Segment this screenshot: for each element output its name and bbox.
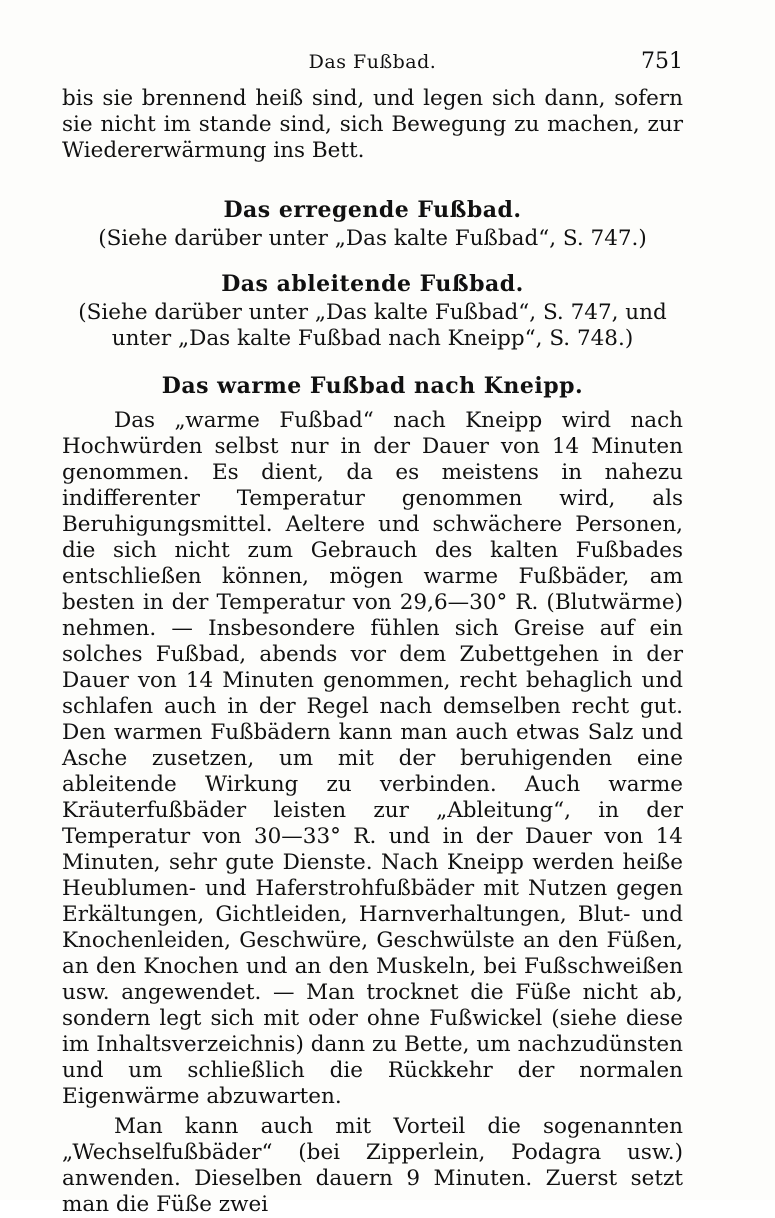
heading-ableitende-fussbad: Das ableitende Fußbad. <box>221 271 524 297</box>
reference-ableitende-line1: (Siehe darüber unter „Das kalte Fußbad“, S. 747, und <box>78 300 667 325</box>
running-title: Das Fußbad. <box>308 51 437 73</box>
heading-warme-fussbad-kneipp: Das warme Fußbad nach Kneipp. <box>161 373 584 399</box>
reference-erregende-fussbad: (Siehe darüber unter „Das kalte Fußbad“, S. 747.) <box>98 226 647 251</box>
intro-paragraph: bis sie brennend heiß sind, und legen sich dann, sofern sie nicht im stande sind, sich Bewegung zu machen, zur Wiedererwärmung ins Bett. <box>62 86 683 163</box>
page-number: 751 <box>641 49 683 74</box>
reference-ableitende-line2: unter „Das kalte Fußbad nach Kneipp“, S. 748.) <box>111 326 634 351</box>
paragraph-warme-fussbad: Das „warme Fußbad“ nach Kneipp wird nach Hochwürden selbst nur in der Dauer von 14 Minuten genommen. Es dient, da es meistens in nahezu indifferenter Temperatur genommen wird, als Beruhigungsmittel. Aeltere und schwächere Personen, die sich nicht zum Gebrauch des kalten Fußbades entschließen können, mögen warme Fußbäder, am besten in der Temperatur von 29,6—30° R. (Blutwärme) nehmen. — Insbesondere fühlen sich Greise auf ein solches Fußbad, abends vor dem Zubettgehen in der Dauer von 14 Minuten genommen, recht behaglich und schlafen auch in der Regel nach demselben recht gut. Den warmen Fußbädern kann man auch etwas Salz und Asche zusetzen, um mit der beruhigenden eine ableitende Wirkung zu verbinden. Auch warme Kräuterfußbäder leisten zur „Ableitung“, in der Temperatur von 30—33° R. und in der Dauer von 14 Minuten, sehr gute Dienste. Nach Kneipp werden heiße Heublumen- und Haferstrohfußbäder mit Nutzen gegen Erkältungen, Gichtleiden, Harnverhaltungen, Blut- und Knochenleiden, Geschwüre, Geschwülste an den Füßen, an den Knochen und an den Muskeln, bei Fußschweißen usw. angewendet. — Man trocknet die Füße nicht ab, sondern legt sich mit oder ohne Fußwickel (siehe diese im Inhaltsverzeichnis) dann zu Bette, um nachzudünsten und um schließlich die Rückkehr der normalen Eigenwärme abzuwarten. <box>62 408 683 1109</box>
heading-erregende-fussbad: Das erregende Fußbad. <box>223 197 522 223</box>
body-text <box>62 86 683 1218</box>
paragraph-wechselfussbaeder: Man kann auch mit Vorteil die sogenannten „Wechselfußbäder“ (bei Zipperlein, Podagra usw.) anwenden. Dieselben dauern 9 Minuten. Zuerst setzt man die Füße zwei <box>62 1114 683 1217</box>
running-head <box>62 44 683 80</box>
